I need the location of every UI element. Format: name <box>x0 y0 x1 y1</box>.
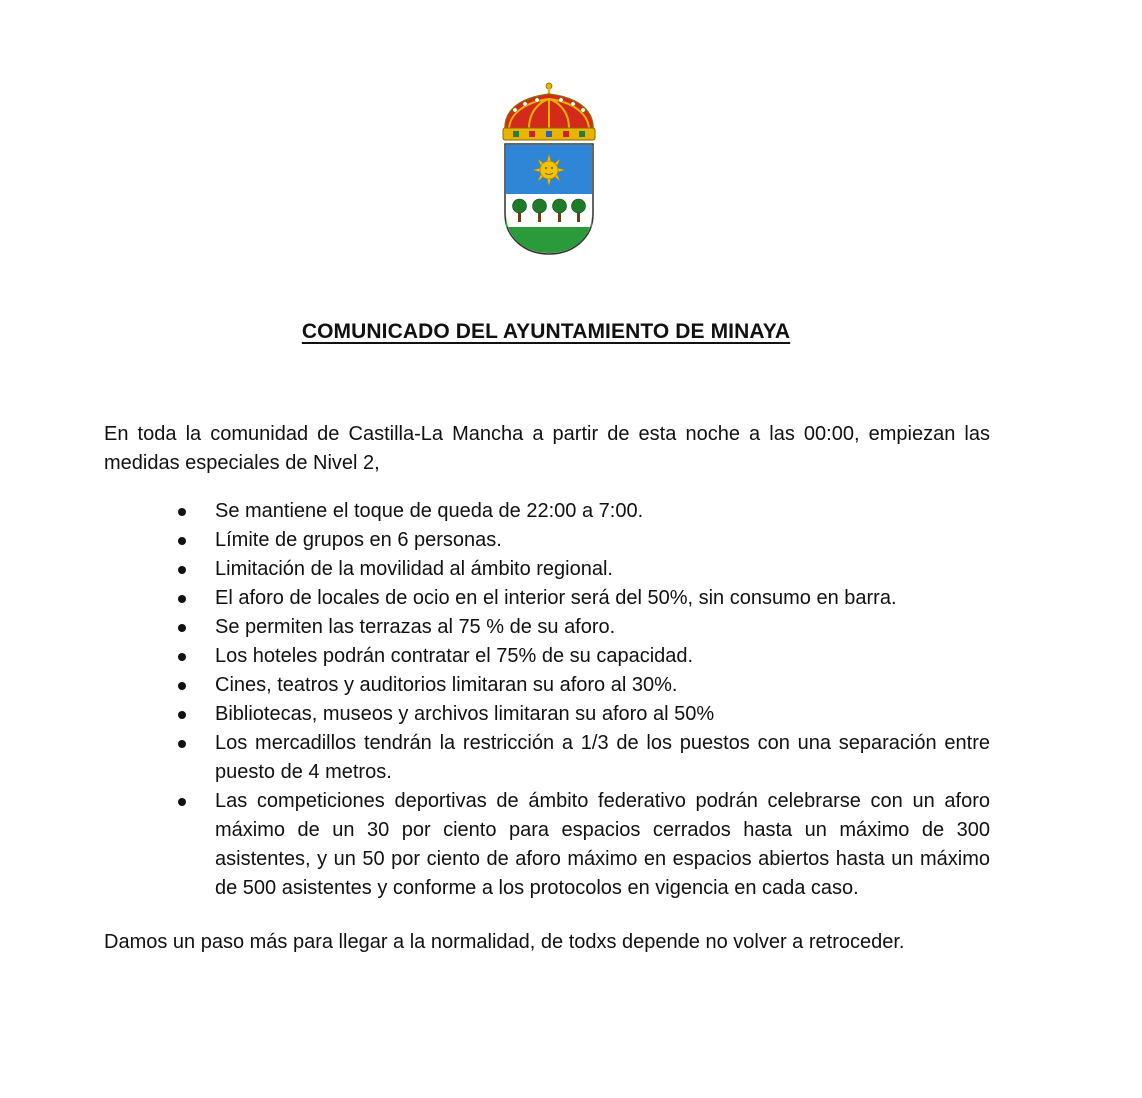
list-item <box>215 787 990 903</box>
list-item-text: Limitación de la movilidad al ámbito regional. <box>215 558 613 580</box>
list-item <box>215 700 990 729</box>
bullet-icon <box>178 711 186 719</box>
intro-paragraph: En toda la comunidad de Castilla-La Mancha a partir de esta noche a las 00:00, empiezan las medidas especiales de Nivel 2, <box>104 423 990 474</box>
list-item <box>215 671 990 700</box>
list-item-text: Los hoteles podrán contratar el 75% de su capacidad. <box>215 645 694 667</box>
list-item <box>215 613 990 642</box>
crown-icon <box>503 83 595 140</box>
page-title: COMUNICADO DEL AYUNTAMIENTO DE MINAYA <box>301 320 791 343</box>
bullet-icon <box>178 595 186 603</box>
list-item <box>215 555 990 584</box>
list-item <box>215 642 990 671</box>
bullet-icon <box>178 798 186 806</box>
list-item-text: Se mantiene el toque de queda de 22:00 a 7:00. <box>215 500 644 522</box>
bullet-icon <box>178 566 186 574</box>
list-item <box>215 497 990 526</box>
coat-of-arms-icon <box>499 82 599 257</box>
list-item <box>215 526 990 555</box>
list-item <box>215 584 990 613</box>
list-item-text: Límite de grupos en 6 personas. <box>215 529 502 551</box>
list-item-text: Se permiten las terrazas al 75 % de su aforo. <box>215 616 616 638</box>
list-item-text: Bibliotecas, museos y archivos limitaran su aforo al 50% <box>215 703 715 725</box>
measures-list <box>215 497 990 903</box>
list-item-text: Las competiciones deportivas de ámbito federativo podrán celebrarse con un aforo máximo de un 30 por ciento para espacios cerrados hasta un máximo de 300 asistentes, y un 50 por ciento de aforo máximo en espacios abiertos hasta un máximo de 500 asistentes y conforme a los protocolos en vigencia en cada caso. <box>215 790 990 899</box>
bullet-icon <box>178 682 186 690</box>
bullet-icon <box>178 740 186 748</box>
bullet-icon <box>178 508 186 516</box>
list-item-text: Los mercadillos tendrán la restricción a 1/3 de los puestos con una separación entre puesto de 4 metros. <box>215 732 990 783</box>
list-item-text: El aforo de locales de ocio en el interior será del 50%, sin consumo en barra. <box>215 587 897 609</box>
list-item-text: Cines, teatros y auditorios limitaran su aforo al 30%. <box>215 674 678 696</box>
closing-paragraph: Damos un paso más para llegar a la normalidad, de todxs depende no volver a retroceder. <box>104 931 905 953</box>
bullet-icon <box>178 624 186 632</box>
bullet-icon <box>178 653 186 661</box>
bullet-icon <box>178 537 186 545</box>
shield-icon <box>505 144 593 254</box>
list-item <box>215 729 990 787</box>
